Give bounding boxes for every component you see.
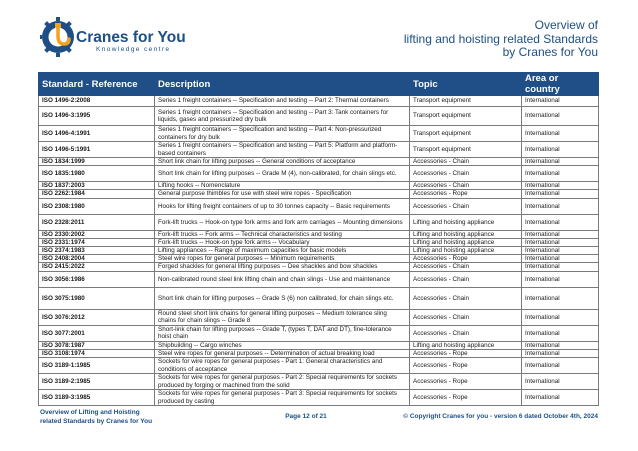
topic-cell: Accessories - Chain xyxy=(410,182,522,190)
document-title xyxy=(338,19,598,60)
standard-reference-cell: ISO 2330:2002 xyxy=(39,230,155,238)
table-row xyxy=(39,198,599,214)
column-header-area: Area or country xyxy=(522,73,599,96)
table-row xyxy=(39,126,599,142)
column-header-description: Description xyxy=(155,73,410,96)
description-cell: Sockets for wire ropes for general purposes - Part 1: General characteristics and conditions of acceptance xyxy=(155,358,410,374)
table-row xyxy=(39,358,599,374)
area-cell: International xyxy=(522,390,599,406)
area-cell: International xyxy=(522,182,599,190)
area-cell: International xyxy=(522,247,599,255)
description-cell: Steel wire ropes for general purposes -- Determination of actual breaking load xyxy=(155,349,410,357)
table-row xyxy=(39,190,599,198)
topic-cell: Lifting and hoisting appliance xyxy=(410,214,522,230)
page-header xyxy=(0,0,638,70)
area-cell: International xyxy=(522,349,599,357)
table-row xyxy=(39,271,599,287)
area-cell: International xyxy=(522,238,599,246)
description-cell: General purpose thimbles for use with steel wire ropes - Specification xyxy=(155,190,410,198)
table-row xyxy=(39,309,599,325)
description-cell: Lifting appliances -- Range of maximum capacities for basic models xyxy=(155,247,410,255)
area-cell: International xyxy=(522,309,599,325)
area-cell: International xyxy=(522,142,599,158)
topic-cell: Accessories - Chain xyxy=(410,198,522,214)
standard-reference-cell: ISO 3056:1986 xyxy=(39,271,155,287)
topic-cell: Lifting and hoisting appliance xyxy=(410,247,522,255)
topic-cell: Accessories - Rope xyxy=(410,190,522,198)
topic-cell: Accessories - Chain xyxy=(410,166,522,182)
standard-reference-cell: ISO 2408:2004 xyxy=(39,255,155,263)
standard-reference-cell: ISO 2415:2022 xyxy=(39,263,155,271)
table-row xyxy=(39,255,599,263)
brand-tagline: Knowledge centre xyxy=(96,46,171,53)
topic-cell: Lifting and hoisting appliance xyxy=(410,341,522,349)
standard-reference-cell: ISO 3078:1987 xyxy=(39,341,155,349)
area-cell: International xyxy=(522,341,599,349)
standard-reference-cell: ISO 2328:2011 xyxy=(39,214,155,230)
standard-reference-cell: ISO 3108:1974 xyxy=(39,349,155,357)
column-header-reference: Standard - Reference xyxy=(39,73,155,96)
standard-reference-cell: ISO 1496-2:2008 xyxy=(39,96,155,107)
description-cell: Non-calibrated round steel link lifting chain and chain slings - Use and maintenance xyxy=(155,271,410,287)
standard-reference-cell: ISO 2262:1984 xyxy=(39,190,155,198)
description-cell: Series 1 freight containers -- Specification and testing -- Part 2: Thermal containers xyxy=(155,96,410,107)
description-cell: Shipbuilding -- Cargo winches xyxy=(155,341,410,349)
area-cell: International xyxy=(522,255,599,263)
topic-cell: Accessories - Chain xyxy=(410,263,522,271)
topic-cell: Accessories - Chain xyxy=(410,287,522,309)
area-cell: International xyxy=(522,374,599,390)
table-row xyxy=(39,230,599,238)
description-cell: Fork-lift trucks -- Fork arms -- Technical characteristics and testing xyxy=(155,230,410,238)
description-cell: Short-link chain for lifting purposes -- Grade T, (types T, DAT and DT), fine-tolerance hoist chain xyxy=(155,325,410,341)
standard-reference-cell: ISO 1837:2003 xyxy=(39,182,155,190)
footer-line: related Standards by Cranes for You xyxy=(40,418,153,425)
description-cell: Lifting hooks -- Nomenclature xyxy=(155,182,410,190)
topic-cell: Accessories - Rope xyxy=(410,390,522,406)
description-cell: Short link chain for lifting purposes -- General conditions of acceptance xyxy=(155,158,410,166)
topic-cell: Transport equipment xyxy=(410,126,522,142)
table-row xyxy=(39,247,599,255)
table-row xyxy=(39,374,599,390)
table-row xyxy=(39,107,599,126)
area-cell: International xyxy=(522,126,599,142)
topic-cell: Accessories - Rope xyxy=(410,255,522,263)
document-title-line: Overview of xyxy=(534,18,598,32)
standard-reference-cell: ISO 1835:1980 xyxy=(39,166,155,182)
standard-reference-cell: ISO 1496-4:1991 xyxy=(39,126,155,142)
topic-cell: Transport equipment xyxy=(410,142,522,158)
table-row xyxy=(39,166,599,182)
topic-cell: Lifting and hoisting appliance xyxy=(410,238,522,246)
description-cell: Sockets for wire ropes for general purposes - Part 3: Special requirements for sockets produced by casting xyxy=(155,390,410,406)
document-title-line: lifting and hoisting related Standards xyxy=(403,31,598,46)
description-cell: Steel wire ropes for general purposes -- Minimum requirements xyxy=(155,255,410,263)
description-cell: Series 1 freight containers -- Specification and testing -- Part 4: Non-pressurized containers for dry bulk xyxy=(155,126,410,142)
description-cell: Round steel short link chains for general lifting purposes -- Medium tolerance sling chains for chain slings -- Grade 8 xyxy=(155,309,410,325)
standard-reference-cell: ISO 3189-1:1985 xyxy=(39,358,155,374)
topic-cell: Accessories - Chain xyxy=(410,309,522,325)
description-cell: Fork-lift trucks -- Hook-on type fork arms and fork arm carriages -- Mounting dimensions xyxy=(155,214,410,230)
table-row xyxy=(39,341,599,349)
area-cell: International xyxy=(522,158,599,166)
brand-logo xyxy=(40,14,190,60)
standard-reference-cell: ISO 2308:1980 xyxy=(39,198,155,214)
topic-cell: Accessories - Rope xyxy=(410,349,522,357)
standard-reference-cell: ISO 3076:2012 xyxy=(39,309,155,325)
standard-reference-cell: ISO 3189-2:1985 xyxy=(39,374,155,390)
area-cell: International xyxy=(522,198,599,214)
table-row xyxy=(39,349,599,357)
table-row xyxy=(39,142,599,158)
table-row xyxy=(39,214,599,230)
topic-cell: Accessories - Chain xyxy=(410,158,522,166)
column-header-topic: Topic xyxy=(410,73,522,96)
description-cell: Short link chain for lifting purposes -- Grade S (6) non calibrated, for chain slings etc. xyxy=(155,287,410,309)
brand-name: Cranes for You xyxy=(76,29,186,46)
footer-line: Overview of Lifting and Hoisting xyxy=(40,409,140,416)
area-cell: International xyxy=(522,287,599,309)
description-cell: Fork-lift trucks -- Hook-on type fork arms -- Vocabulary xyxy=(155,238,410,246)
table-body xyxy=(39,96,599,406)
standard-reference-cell: ISO 3075:1980 xyxy=(39,287,155,309)
description-cell: Sockets for wire ropes for general purposes - Part 2: Special requirements for sockets produced by forging or machined from the solid xyxy=(155,374,410,390)
footer-document-name xyxy=(40,408,152,426)
area-cell: International xyxy=(522,166,599,182)
area-cell: International xyxy=(522,263,599,271)
table-row xyxy=(39,238,599,246)
area-cell: International xyxy=(522,96,599,107)
description-cell: Series 1 freight containers -- Specification and testing -- Part 3: Tank containers for liquids, gases and pressurized dry bulk xyxy=(155,107,410,126)
topic-cell: Transport equipment xyxy=(410,96,522,107)
standard-reference-cell: ISO 1496-5:1991 xyxy=(39,142,155,158)
standard-reference-cell: ISO 1834:1999 xyxy=(39,158,155,166)
standard-reference-cell: ISO 2374:1983 xyxy=(39,247,155,255)
table-row xyxy=(39,96,599,107)
area-cell: International xyxy=(522,230,599,238)
table-row xyxy=(39,158,599,166)
area-cell: International xyxy=(522,190,599,198)
topic-cell: Accessories - Chain xyxy=(410,325,522,341)
area-cell: International xyxy=(522,214,599,230)
table-row xyxy=(39,325,599,341)
table-row xyxy=(39,263,599,271)
topic-cell: Lifting and hoisting appliance xyxy=(410,230,522,238)
topic-cell: Transport equipment xyxy=(410,107,522,126)
area-cell: International xyxy=(522,358,599,374)
topic-cell: Accessories - Chain xyxy=(410,271,522,287)
page-number: Page 12 of 21 xyxy=(285,413,327,420)
topic-cell: Accessories - Rope xyxy=(410,358,522,374)
description-cell: Short link chain for lifting purposes -- Grade M (4), non-calibrated, for chain slings etc. xyxy=(155,166,410,182)
area-cell: International xyxy=(522,271,599,287)
description-cell: Series 1 freight containers -- Specification and testing -- Part 5: Platform and platform-based containers xyxy=(155,142,410,158)
area-cell: International xyxy=(522,107,599,126)
standards-table xyxy=(38,72,599,406)
document-title-line: by Cranes for You xyxy=(502,45,598,59)
description-cell: Forged shackles for general lifting purposes -- Dee shackles and bow shackles xyxy=(155,263,410,271)
standard-reference-cell: ISO 3077:2001 xyxy=(39,325,155,341)
area-cell: International xyxy=(522,325,599,341)
topic-cell: Accessories - Rope xyxy=(410,374,522,390)
table-row xyxy=(39,287,599,309)
standard-reference-cell: ISO 2331:1974 xyxy=(39,238,155,246)
table-row xyxy=(39,182,599,190)
standard-reference-cell: ISO 3189-3:1985 xyxy=(39,390,155,406)
table-header-row xyxy=(39,73,599,96)
copyright-notice: © Copyright Cranes for you - version 6 dated October 4th, 2024 xyxy=(403,413,598,420)
standard-reference-cell: ISO 1496-3:1995 xyxy=(39,107,155,126)
description-cell: Hooks for lifting freight containers of up to 30 tonnes capacity -- Basic requirements xyxy=(155,198,410,214)
table-row xyxy=(39,390,599,406)
